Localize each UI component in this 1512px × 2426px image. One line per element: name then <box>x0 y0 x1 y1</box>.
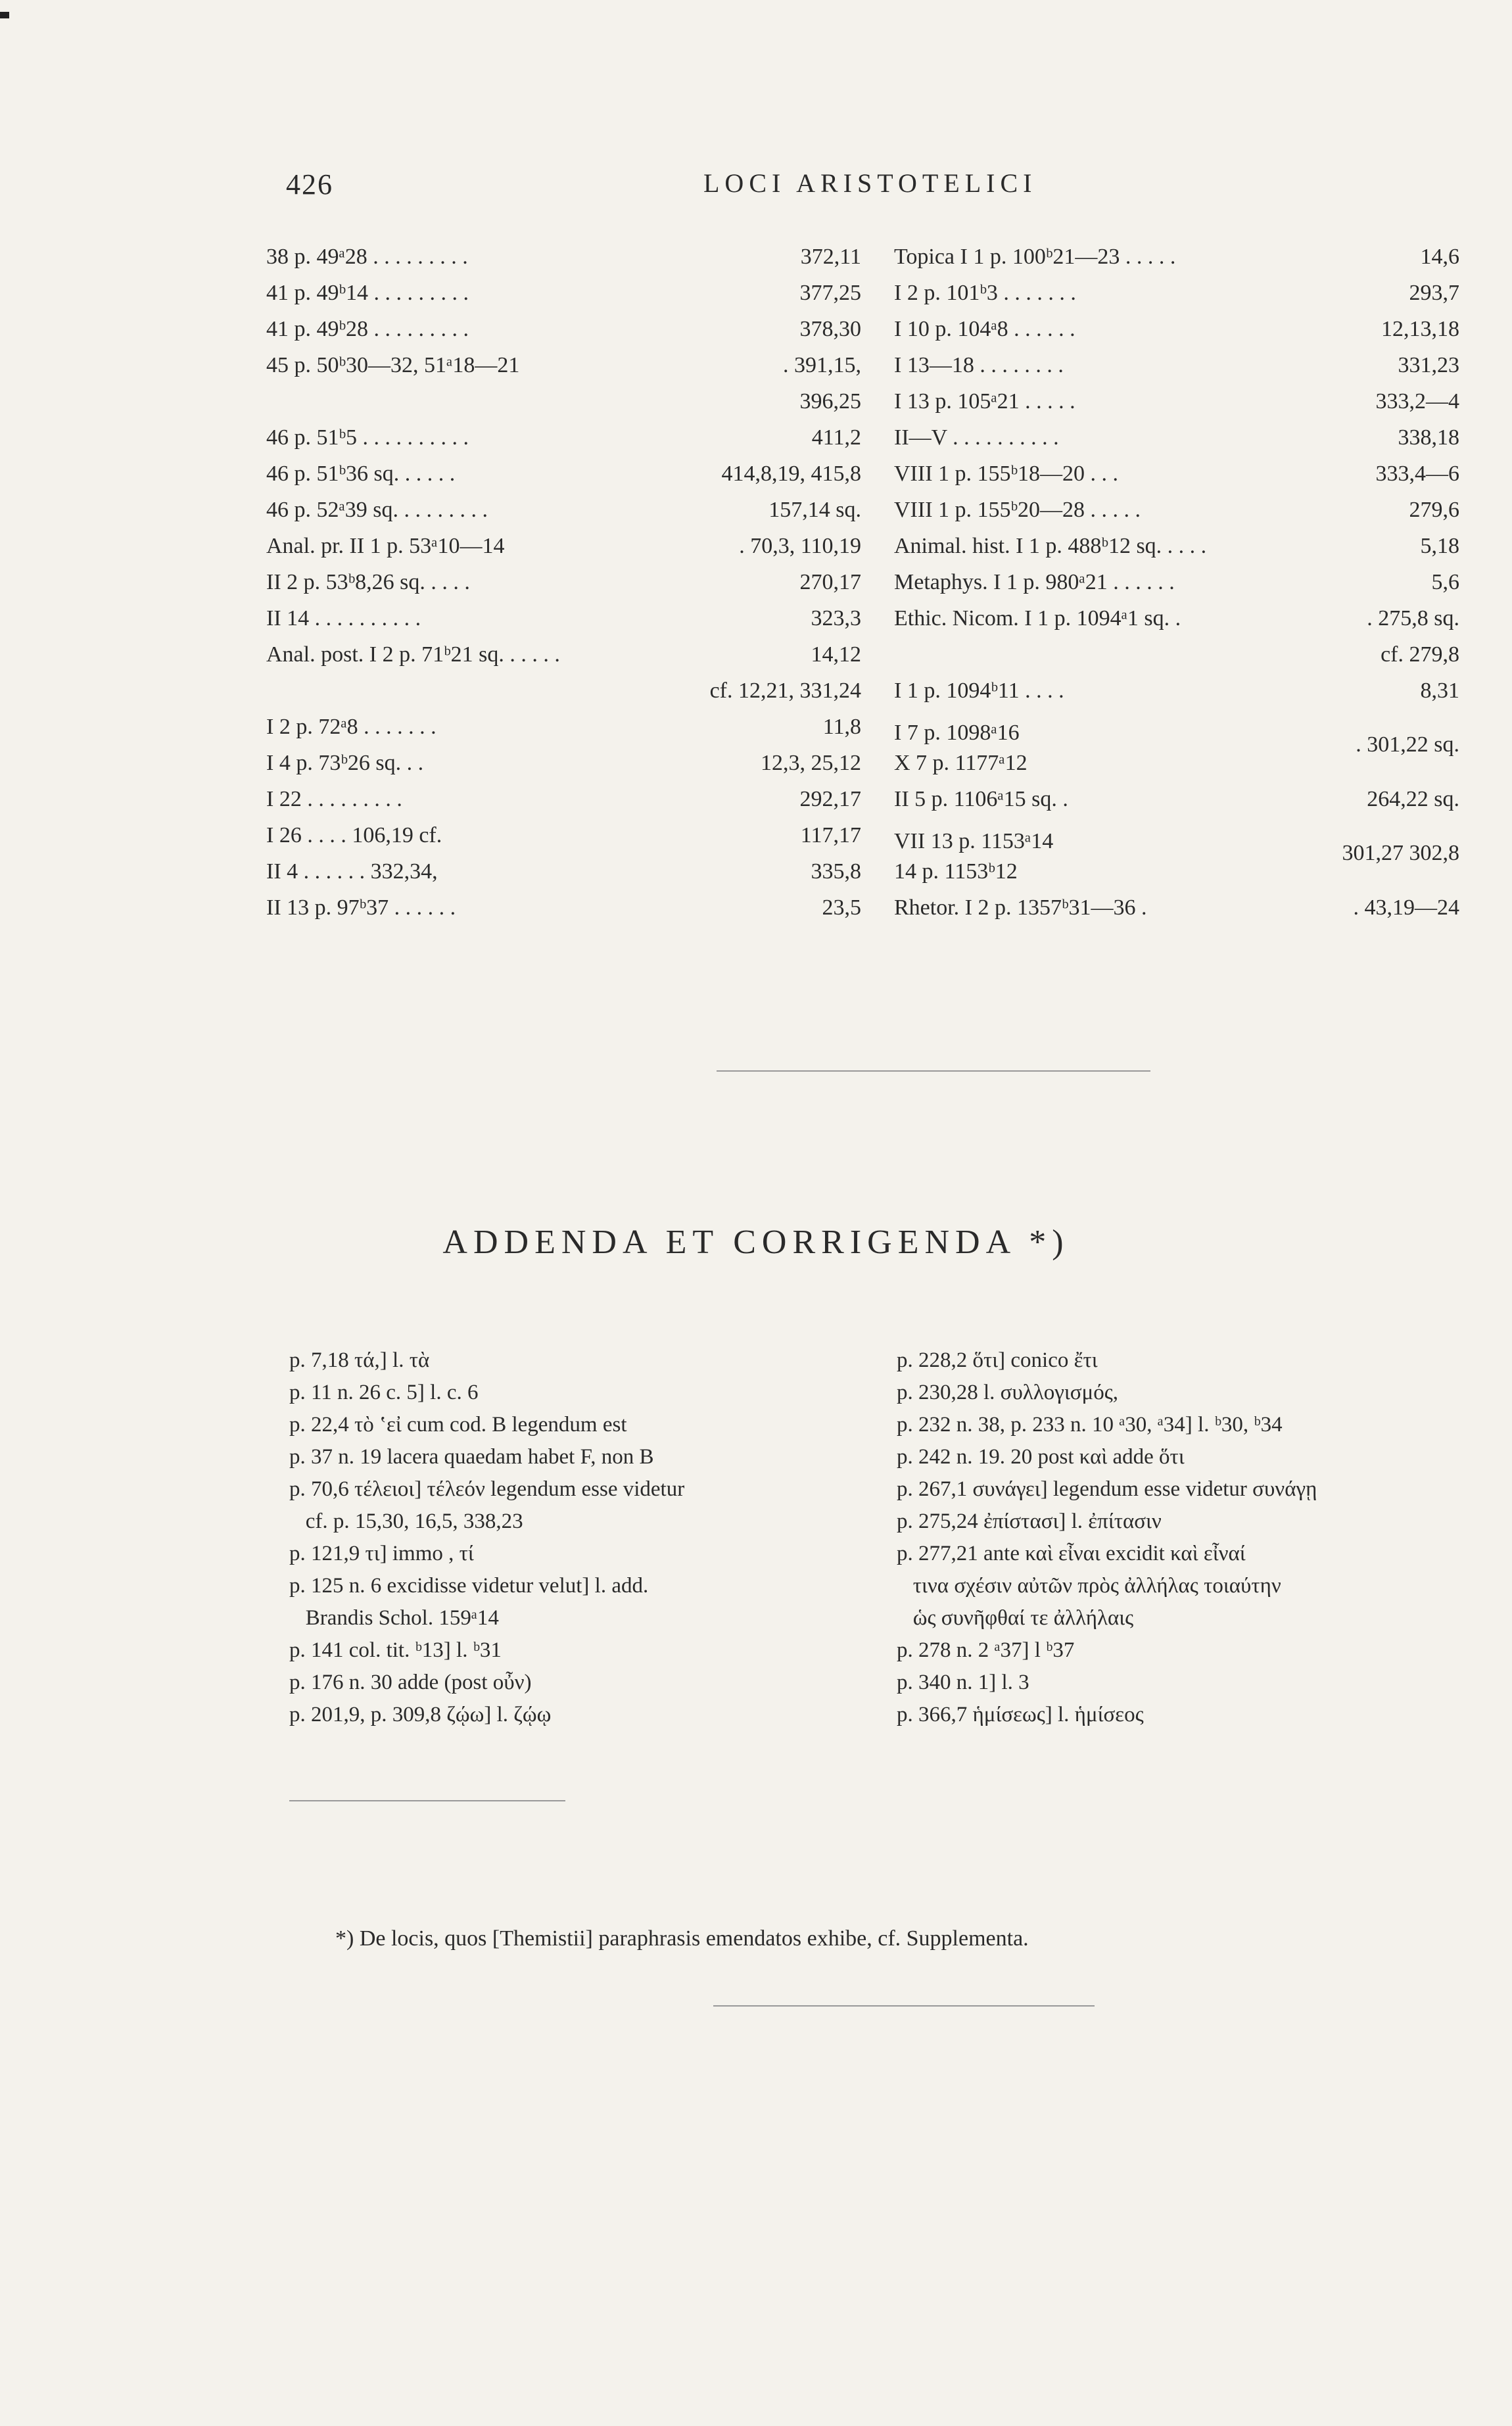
footnote-rule <box>289 1800 565 1801</box>
index-entry: I 4 p. 73ᵇ26 sq. . . 12,3, 25,12 <box>266 751 861 775</box>
index-entry: I 10 p. 104ᵃ8 . . . . . . 12,13,18 <box>894 317 1459 341</box>
addenda-item: p. 7,18 τά,] l. τὰ <box>289 1348 430 1372</box>
index-entry: Metaphys. I 1 p. 980ᵃ21 . . . . . . 5,6 <box>894 570 1459 594</box>
index-column-right <box>894 245 1459 932</box>
index-entry: I 2 p. 72ᵃ8 . . . . . . . 11,8 <box>266 715 861 739</box>
index-entry: 41 p. 49ᵇ14 . . . . . . . . . 377,25 <box>266 281 861 305</box>
index-entry: 38 p. 49ᵃ28 . . . . . . . . . 372,11 <box>266 245 861 269</box>
addenda-item: p. 11 n. 26 c. 5] l. c. 6 <box>289 1381 479 1404</box>
index-entry: II 2 p. 53ᵇ8,26 sq. . . . . 270,17 <box>266 570 861 594</box>
separator-rule <box>717 1070 1150 1072</box>
addenda-item: Brandis Schol. 159ᵃ14 <box>289 1606 499 1630</box>
page-header <box>0 168 1512 207</box>
index-entry: I 13—18 . . . . . . . . 331,23 <box>894 353 1459 377</box>
index-entry: Anal. pr. II 1 p. 53ᵃ10—14 . 70,3, 110,19 <box>266 534 861 558</box>
addenda-item: p. 201,9, p. 309,8 ζῴω] l. ζῴῳ <box>289 1703 552 1726</box>
index-entry: I 22 . . . . . . . . . 292,17 <box>266 787 861 811</box>
index-entry: II—V . . . . . . . . . . 338,18 <box>894 425 1459 450</box>
index-entry-braced: VII 13 p. 1153ᵃ14 14 p. 1153ᵇ12 301,27 302,8 <box>894 829 1459 884</box>
addenda-item: p. 242 n. 19. 20 post καὶ adde ὅτι <box>897 1445 1185 1469</box>
index-entry: I 2 p. 101ᵇ3 . . . . . . . 293,7 <box>894 281 1459 305</box>
index-entry: 46 p. 51ᵇ36 sq. . . . . . 414,8,19, 415,8 <box>266 462 861 486</box>
addenda-item: p. 275,24 ἐπίστασι] l. ἐπίτασιν <box>897 1510 1162 1533</box>
addenda-item: ὡς συνῆφθαί τε ἀλλήλαις <box>897 1606 1134 1630</box>
index-entry: Topica I 1 p. 100ᵇ21—23 . . . . . 14,6 <box>894 245 1459 269</box>
running-title: LOCI ARISTOTELICI <box>703 168 1037 198</box>
addenda-item: p. 277,21 ante καὶ εἶναι excidit καὶ εἶναί <box>897 1542 1246 1565</box>
addenda-item: p. 228,2 ὅτι] conico ἔτι <box>897 1348 1098 1372</box>
addenda-item: p. 232 n. 38, p. 233 n. 10 ᵃ30, ᵃ34] l. ᵇ30, ᵇ34 <box>897 1413 1283 1437</box>
addenda-item: p. 141 col. tit. ᵇ13] l. ᵇ31 <box>289 1638 502 1662</box>
section-title: ADDENDA ET CORRIGENDA *) <box>442 1224 1070 1261</box>
index-entry: II 4 . . . . . . 332,34, 335,8 <box>266 859 861 884</box>
index-entry: Ethic. Nicom. I 1 p. 1094ᵃ1 sq. . . 275,8 sq. <box>894 606 1459 630</box>
index-entry: 45 p. 50ᵇ30—32, 51ᵃ18—21 . 391,15, <box>266 353 861 377</box>
addenda-item: p. 70,6 τέλειοι] τέλεόν legendum esse videtur <box>289 1477 685 1501</box>
page-number: 426 <box>286 168 333 201</box>
addenda-item: p. 267,1 συνάγει] legendum esse videtur συνάγῃ <box>897 1477 1317 1501</box>
addenda-item: p. 230,28 l. συλλογισμός, <box>897 1381 1119 1404</box>
bottom-rule <box>713 2005 1095 2007</box>
index-entry: Anal. post. I 2 p. 71ᵇ21 sq. . . . . . 14,12 <box>266 642 861 667</box>
addenda-column-right <box>897 1344 1475 1731</box>
addenda-item: p. 121,9 τι] immo , τί <box>289 1542 474 1565</box>
index-entry: VIII 1 p. 155ᵇ18—20 . . . 333,4—6 <box>894 462 1459 486</box>
index-entry: VIII 1 p. 155ᵇ20—28 . . . . . 279,6 <box>894 498 1459 522</box>
addenda-column-left <box>289 1344 881 1731</box>
addenda-item: p. 340 n. 1] l. 3 <box>897 1671 1029 1694</box>
footnote: *) De locis, quos [Themistii] paraphrasis emendatos exhibe, cf. Supplementa. <box>335 1926 1029 1951</box>
index-entry: Animal. hist. I 1 p. 488ᵇ12 sq. . . . . 5,18 <box>894 534 1459 558</box>
edge-mark <box>0 12 9 18</box>
addenda-item: p. 37 n. 19 lacera quaedam habet F, non B <box>289 1445 654 1469</box>
index-entry: II 5 p. 1106ᵃ15 sq. . 264,22 sq. <box>894 787 1459 811</box>
addenda-item: p. 366,7 ἡμίσεως] l. ἡμίσεος <box>897 1703 1144 1726</box>
index-entry: I 1 p. 1094ᵇ11 . . . . 8,31 <box>894 678 1459 703</box>
addenda-item: p. 125 n. 6 excidisse videtur velut] l. add. <box>289 1574 649 1598</box>
addenda-item: p. 278 n. 2 ᵃ37] l ᵇ37 <box>897 1638 1075 1662</box>
index-entry: I 26 . . . . 106,19 cf. 117,17 <box>266 823 861 847</box>
index-entry: 46 p. 52ᵃ39 sq. . . . . . . . . 157,14 sq. <box>266 498 861 522</box>
index-entry: II 13 p. 97ᵇ37 . . . . . . 23,5 <box>266 895 861 920</box>
addenda-item: cf. p. 15,30, 16,5, 338,23 <box>289 1510 523 1533</box>
index-entry: I 13 p. 105ᵃ21 . . . . . 333,2—4 <box>894 389 1459 414</box>
index-column-left <box>266 245 861 932</box>
addenda-item: p. 176 n. 30 adde (post οὖν) <box>289 1671 532 1694</box>
index-entry: Rhetor. I 2 p. 1357ᵇ31—36 . . 43,19—24 <box>894 895 1459 920</box>
index-entry: 41 p. 49ᵇ28 . . . . . . . . . 378,30 <box>266 317 861 341</box>
index-entry: 396,25 <box>799 389 861 414</box>
index-entry: cf. 279,8 <box>1381 642 1459 667</box>
index-entry: 46 p. 51ᵇ5 . . . . . . . . . . 411,2 <box>266 425 861 450</box>
addenda-item: p. 22,4 τὸ ʽεἰ cum cod. B legendum est <box>289 1413 627 1437</box>
addenda-item: τινα σχέσιν αὐτῶν πρὸς ἀλλήλας τοιαύτην <box>897 1574 1281 1598</box>
index-entry: II 14 . . . . . . . . . . 323,3 <box>266 606 861 630</box>
index-entry-braced: I 7 p. 1098ᵃ16 X 7 p. 1177ᵃ12 . 301,22 sq. <box>894 721 1459 775</box>
index-entry: cf. 12,21, 331,24 <box>709 678 861 703</box>
